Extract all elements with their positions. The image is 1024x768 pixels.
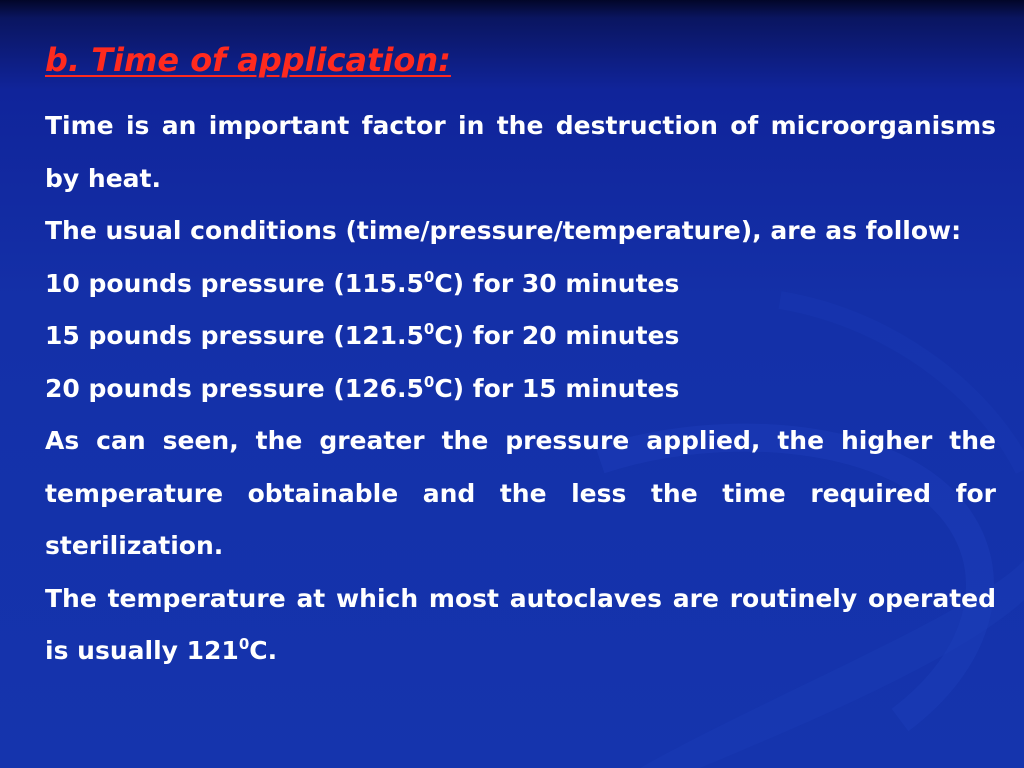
degree-superscript: 0	[238, 635, 250, 653]
condition-text: 20 pounds pressure (126.5	[45, 373, 424, 403]
condition-item	[45, 363, 996, 416]
condition-item	[45, 310, 996, 363]
paragraph-time-importance: Time is an important factor in the destruction of microorganisms by heat.	[45, 111, 996, 193]
slide-content	[45, 34, 996, 678]
conditions-list	[45, 258, 996, 416]
condition-text: 15 pounds pressure (121.5	[45, 321, 424, 350]
condition-text-end: C) for 20 minutes	[434, 321, 680, 350]
condition-text-end: C) for 30 minutes	[434, 268, 680, 298]
degree-superscript: 0	[423, 320, 435, 338]
condition-item	[45, 258, 996, 311]
paragraph-pressure-relationship: As can seen, the greater the pressure applied, the higher the temperature obtainable and the less the time required for sterilization.	[45, 426, 996, 560]
condition-text-end: C) for 15 minutes	[434, 373, 680, 403]
condition-text: 10 pounds pressure (115.5	[45, 268, 424, 298]
autoclave-text: The temperature at which most autoclaves are routinely operated is usually 121	[45, 583, 996, 665]
autoclave-text-end: C.	[249, 636, 278, 665]
paragraph-usual-conditions: The usual conditions (time/pressure/temperature), are as follow:	[45, 216, 962, 245]
paragraph-autoclave-temperature	[45, 573, 996, 678]
degree-superscript: 0	[423, 372, 435, 391]
slide-heading: b. Time of application:	[45, 41, 451, 79]
degree-superscript: 0	[423, 267, 435, 286]
